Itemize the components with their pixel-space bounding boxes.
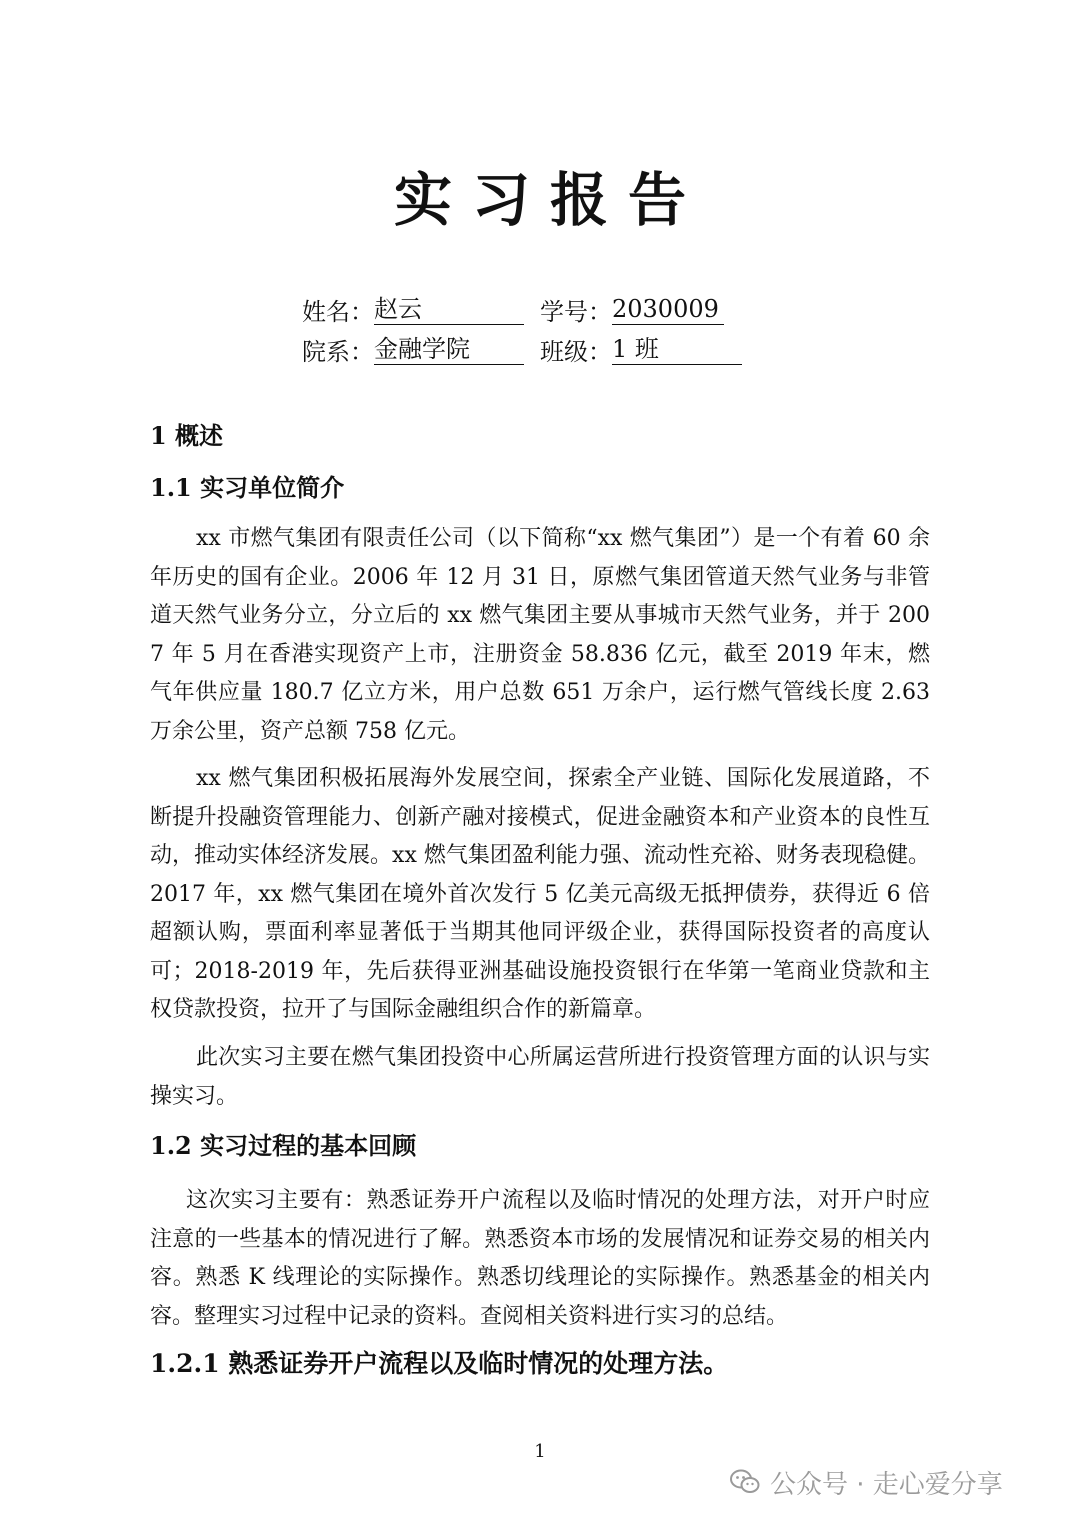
section-heading-process-review: 1.2 实习过程的基本回顾	[150, 1131, 417, 1160]
name-label: 姓名：	[302, 298, 374, 326]
name-value: 赵云	[374, 294, 524, 325]
page-number: 1	[534, 1441, 546, 1462]
watermark	[730, 1462, 1003, 1502]
department-label: 院系：	[302, 338, 374, 366]
department-value: 金融学院	[374, 334, 524, 365]
watermark-text: 公众号 · 走心爱分享	[770, 1469, 1003, 1500]
page-title: 实习报告	[393, 166, 706, 234]
section-heading-account-opening: 1.2.1 熟悉证券开户流程以及临时情况的处理方法。	[150, 1349, 729, 1378]
student-id-value: 2030009	[612, 294, 724, 325]
class-label: 班级：	[540, 338, 612, 366]
paragraph-process-summary: 这次实习主要有：熟悉证券开户流程以及临时情况的处理方法，对开户时应注意的一些基本的情况进行了解。熟悉资本市场的发展情况和证券交易的相关内容。熟悉 K 线理论的实际操作。熟悉切线理论的实际操作。熟悉基金的相关内容。整理实习过程中记录的资料。查阅相关资料进行实习的总结。	[150, 1188, 930, 1329]
info-row-dept-class	[302, 334, 742, 370]
student-id-label: 学号：	[540, 298, 612, 326]
paragraph-company-development: xx 燃气集团积极拓展海外发展空间，探索全产业链、国际化发展道路，不断提升投融资管理能力、创新产融对接模式，促进金融资本和产业资本的良性互动，推动实体经济发展。xx 燃气集团盈利能力强、流动性充裕、财务表现稳健。2017 年，xx 燃气集团在境外首次发行 5 亿美元高级无抵押债券，获得近 6 倍超额认购，票面利率显著低于当期其他同评级企业，获得国际投资者的高度认可；2018-2019 年，先后获得亚洲基础设施投资银行在华第一笔商业贷款和主权贷款投资，拉开了与国际金融组织合作的新篇章。	[150, 766, 930, 1022]
section-heading-company-intro: 1.1 实习单位简介	[150, 473, 345, 502]
paragraph-internship-focus: 此次实习主要在燃气集团投资中心所属运营所进行投资管理方面的认识与实操实习。	[150, 1045, 930, 1109]
section-heading-overview: 1 概述	[150, 421, 224, 450]
info-row-name-id	[302, 294, 724, 330]
wechat-icon	[730, 1469, 760, 1495]
paragraph-company-history: xx 市燃气集团有限责任公司（以下简称“xx 燃气集团”）是一个有着 60 余年历史的国有企业。2006 年 12 月 31 日，原燃气集团管道天然气业务与非管道天然气业务分立，分立后的 xx 燃气集团主要从事城市天然气业务，并于 2007 年 5 月在香港实现资产上市，注册资金 58.836 亿元，截至 2019 年末，燃气年供应量 180.7 亿立方米，用户总数 651 万余户，运行燃气管线长度 2.63 万余公里，资产总额 758 亿元。	[150, 526, 930, 744]
class-value: 1 班	[612, 334, 742, 365]
